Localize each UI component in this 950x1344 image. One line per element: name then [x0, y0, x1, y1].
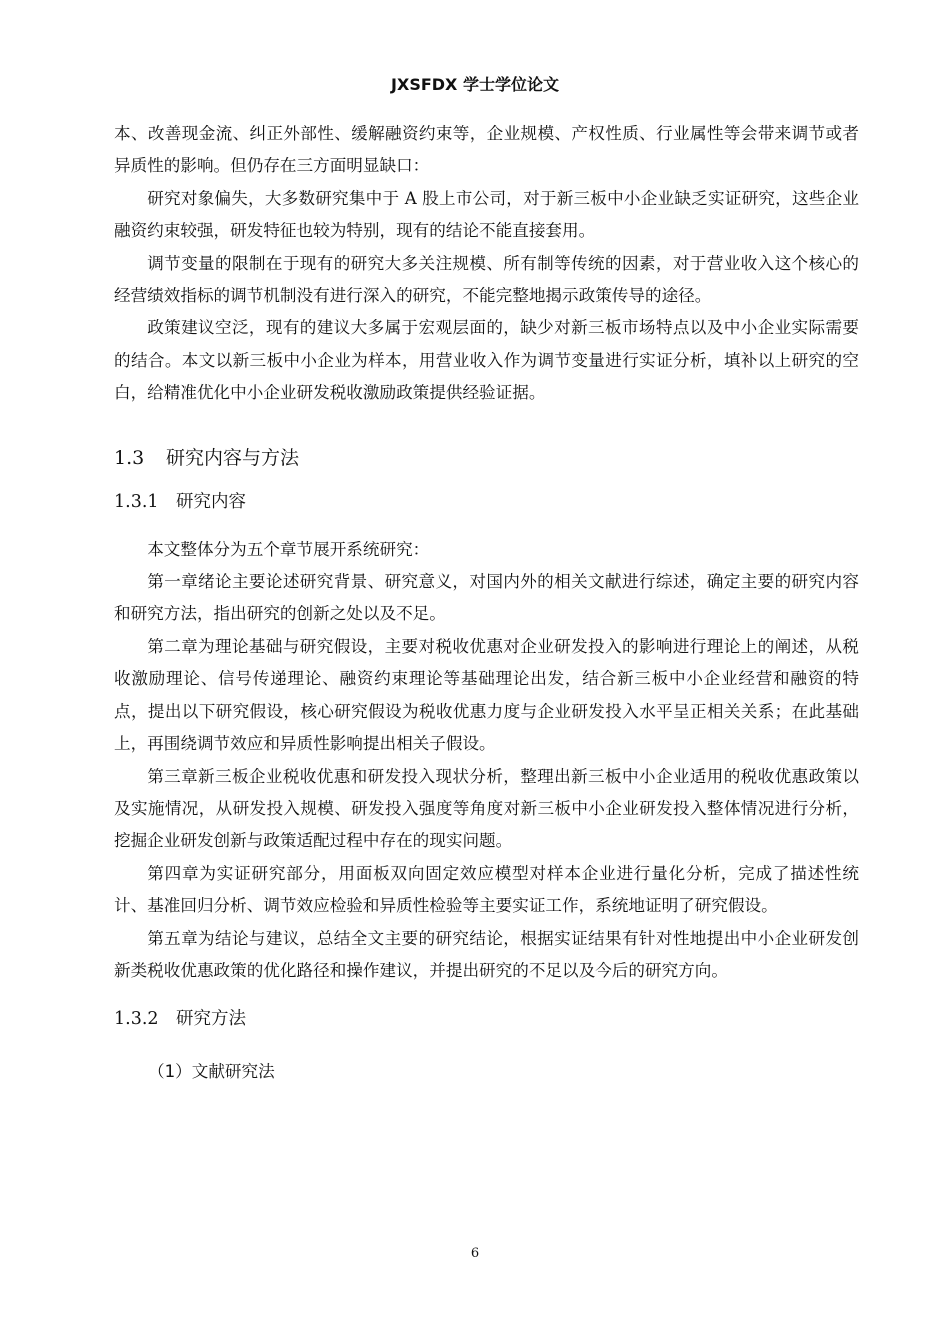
paragraph: 第五章为结论与建议，总结全文主要的研究结论，根据实证结果有针对性地提出中小企业研发创新类税收优惠政策的优化路径和操作建议，并提出研究的不足以及今后的研究方向。: [114, 928, 859, 980]
page-body: [114, 118, 859, 1089]
page-number: 6: [470, 1246, 480, 1261]
section-title: 研究内容与方法: [166, 446, 300, 469]
subsection-heading-1-3-1: [114, 484, 859, 520]
section-number: 1.3: [114, 446, 145, 469]
paragraph: 研究对象偏失，大多数研究集中于 A 股上市公司，对于新三板中小企业缺乏实证研究，这些企业融资约束较强，研发特征也较为特别，现有的结论不能直接套用。: [114, 188, 859, 241]
subsection-title: 研究内容: [176, 491, 246, 512]
subsection-title: 研究方法: [176, 1009, 246, 1030]
paragraph: 政策建议空泛，现有的建议大多属于宏观层面的，缺少对新三板市场特点以及中小企业实际需要的结合。本文以新三板中小企业为样本，用营业收入作为调节变量进行实证分析，填补以上研究的空白，给精准优化中小企业研发税收激励政策提供经验证据。: [114, 318, 859, 403]
subsection-number: 1.3.2: [114, 1009, 159, 1030]
paragraph: 本、改善现金流、纠正外部性、缓解融资约束等，企业规模、产权性质、行业属性等会带来调节或者异质性的影响。但仍存在三方面明显缺口：: [114, 124, 859, 176]
paragraph: 第四章为实证研究部分，用面板双向固定效应模型对样本企业进行量化分析，完成了描述性统计、基准回归分析、调节效应检验和异质性检验等主要实证工作，系统地证明了研究假设。: [114, 863, 859, 916]
paragraph: 第三章新三板企业税收优惠和研发投入现状分析，整理出新三板中小企业适用的税收优惠政策以及实施情况，从研发投入规模、研发投入强度等角度对新三板中小企业研发投入整体情况进行分析，挖掘企业研发创新与政策适配过程中存在的现实问题。: [114, 766, 859, 851]
paragraph: 调节变量的限制在于现有的研究大多关注规模、所有制等传统的因素，对于营业收入这个核心的经营绩效指标的调节机制没有进行深入的研究，不能完整地揭示政策传导的途径。: [114, 253, 859, 306]
paragraph: 第二章为理论基础与研究假设，主要对税收优惠对企业研发投入的影响进行理论上的阐述，从税收激励理论、信号传递理论、融资约束理论等基础理论出发，结合新三板中小企业经营和融资的特点，提出以下研究假设，核心研究假设为税收优惠力度与企业研发投入水平呈正相关关系；在此基础上，再围绕调节效应和异质性影响提出相关子假设。: [114, 636, 859, 754]
method-heading-literature: （1）文献研究法: [148, 1062, 275, 1082]
paragraph: 本文整体分为五个章节展开系统研究：: [147, 539, 430, 559]
section-heading-1-3: [114, 438, 859, 478]
paragraph: 第一章绪论主要论述研究背景、研究意义，对国内外的相关文献进行综述，确定主要的研究内容和研究方法，指出研究的创新之处以及不足。: [114, 572, 859, 624]
running-header: JXSFDX 学士学位论文: [391, 75, 559, 94]
subsection-heading-1-3-2: [114, 1001, 859, 1037]
subsection-number: 1.3.1: [114, 491, 159, 512]
